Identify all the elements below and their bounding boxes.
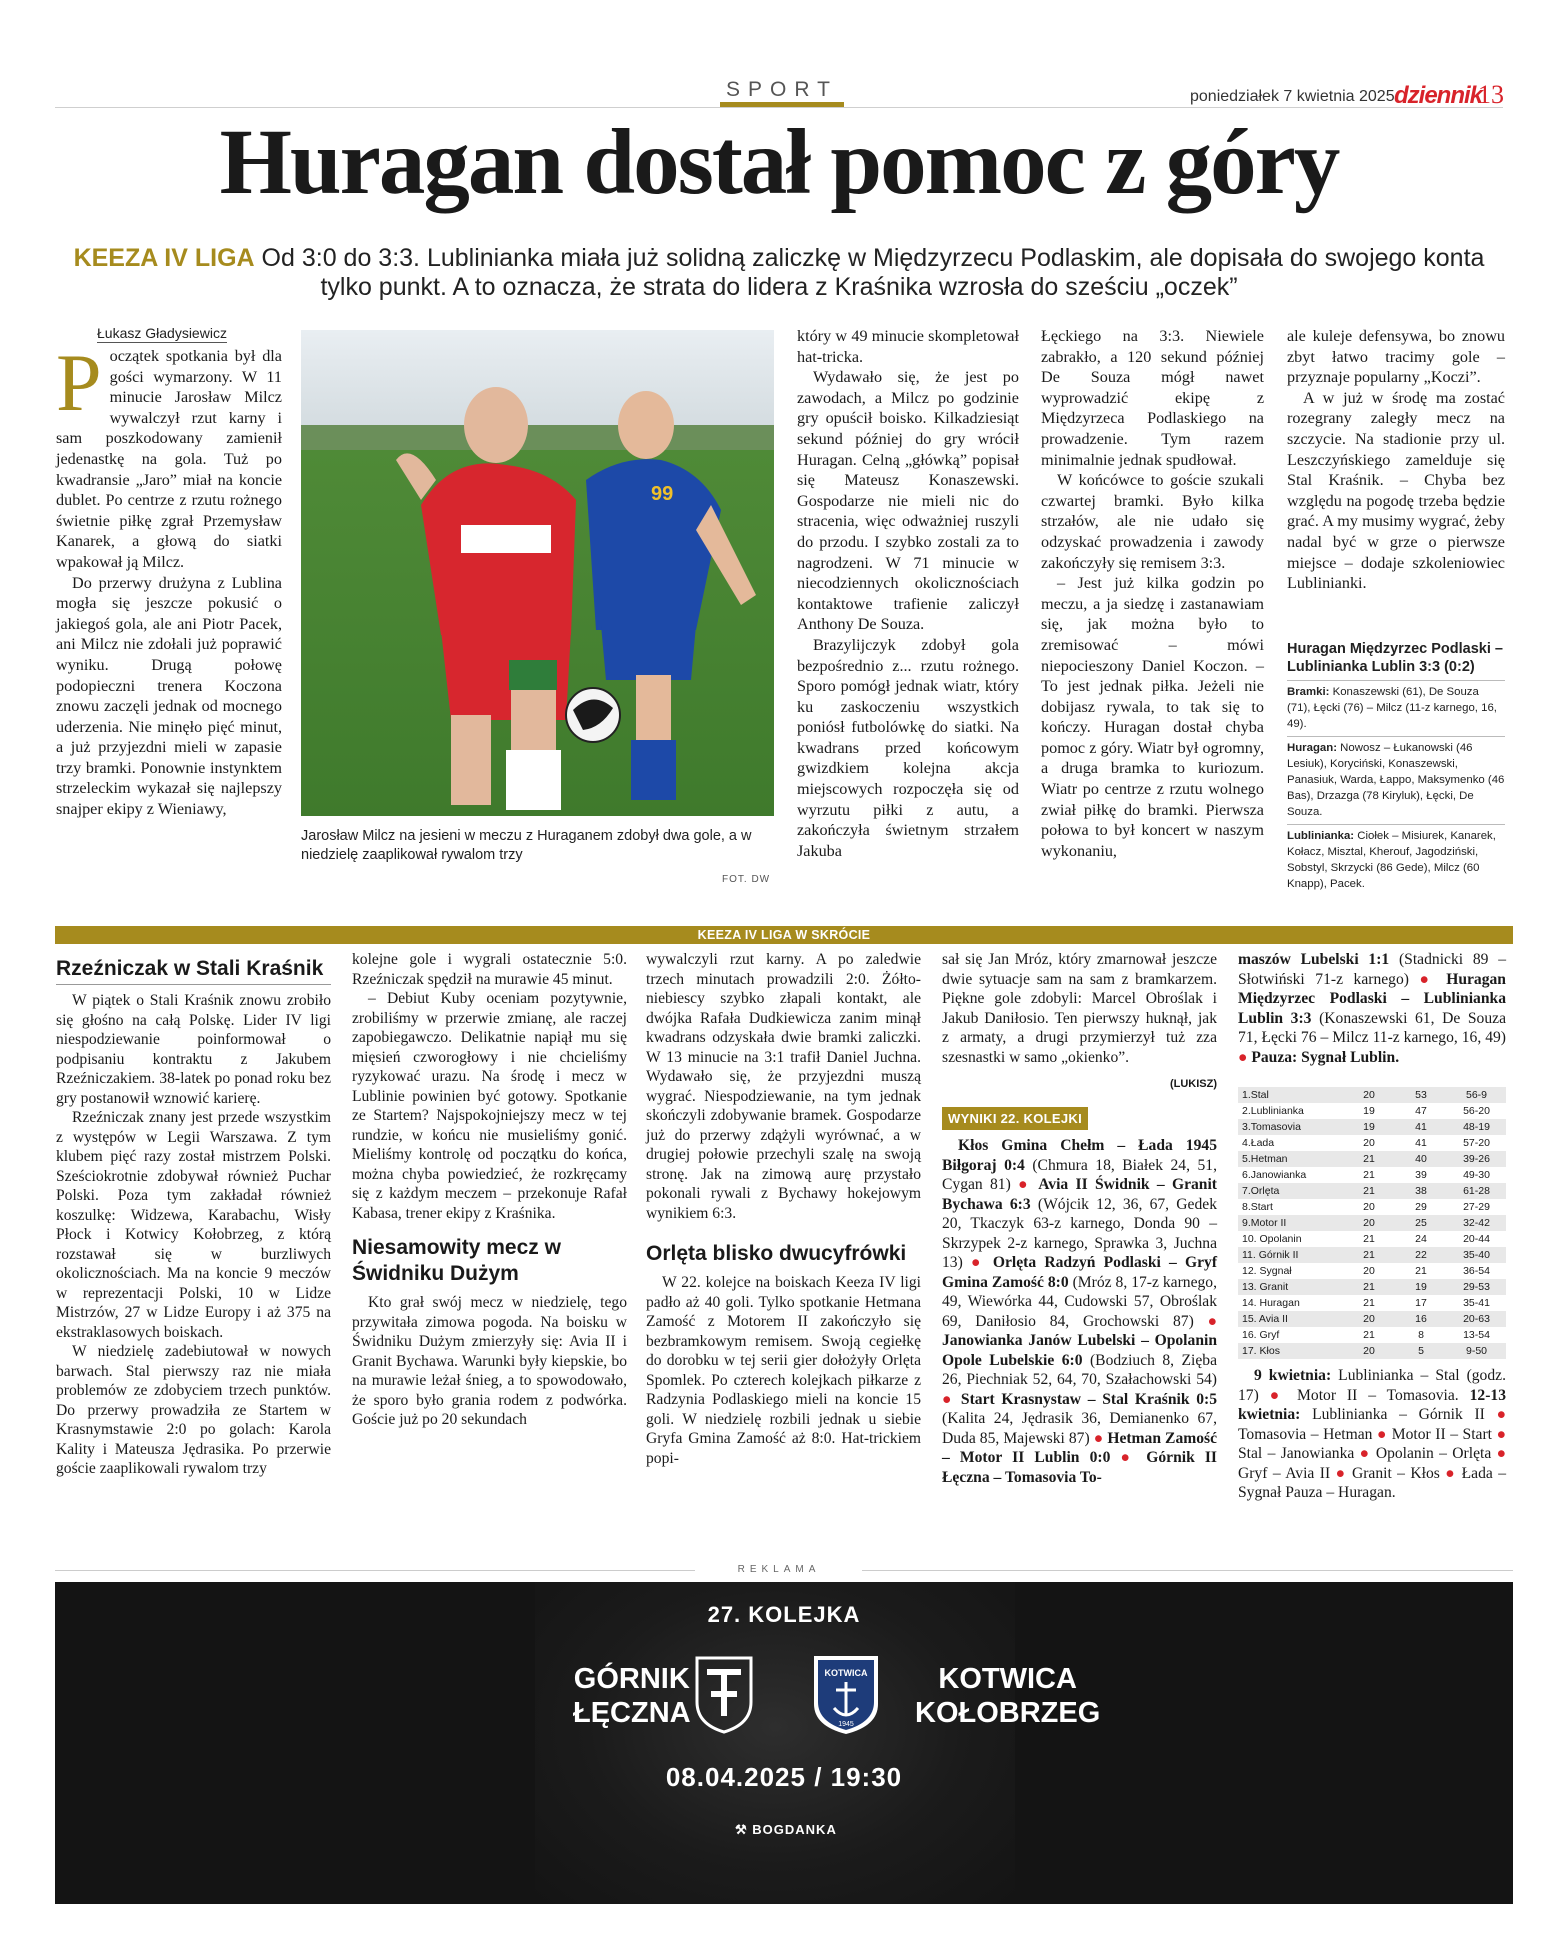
table-cell-p: 16 <box>1415 1313 1427 1325</box>
table-cell-g: 61-28 <box>1463 1185 1490 1197</box>
table-cell-team: 3.Tomasovia <box>1242 1121 1301 1133</box>
article-paragraph: Początek spotkania był dla gości wymarzony. W 11 minucie Jarosław Milcz wywalczył rzut karny i sam poszkodowany zamienił jedenastkę na gola. Tuż po kwadransie „Jaro” miał na koncie dublet. Po centrze z rzutu rożnego świetnie piłkę zgrał Przemysław Kanarek, a głową do siatki wpakował ją Milcz. <box>56 337 282 571</box>
table-cell-g: 20-63 <box>1463 1313 1490 1325</box>
table-cell-p: 29 <box>1415 1201 1427 1213</box>
table-row <box>1238 1103 1506 1119</box>
ad-kickoff: 08.04.2025 / 19:30 <box>665 1762 903 1792</box>
table-row <box>1238 1247 1506 1263</box>
ad-background <box>535 1582 1015 1904</box>
table-cell-g: 35-41 <box>1463 1297 1490 1309</box>
table-row <box>1238 1167 1506 1183</box>
svg-text:1945: 1945 <box>838 1721 854 1728</box>
table-cell-m: 21 <box>1363 1153 1375 1165</box>
signature: (LUKISZ) <box>1169 1078 1217 1090</box>
table-cell-p: 17 <box>1415 1297 1427 1309</box>
table-cell-team: 16. Gryf <box>1242 1329 1280 1341</box>
short-paragraph: – Debiut Kuby oceniam pozytywnie, zrobiliśmy w przerwie zmianę, ale raczej zapobiegawczo. Delikatnie napiął mu się mięsień czworogłowy i nie chcieliśmy ryzykować urazu. Na środę i mecz w Lublinie powinien być gotowy. Spotkanie ze Startem? Najspokojniejszy mecz w tej rundzie, w końcu nie musieliśmy gonić. Mieliśmy kontrolę od początku do końca, można chyba powiedzieć, że rozkręcamy się z każdym meczem – przekonuje Rafał Kabasa, trener ekipy z Kraśnika. <box>352 990 627 1222</box>
shorts-column-1 <box>56 956 331 1479</box>
table-cell-team: 4.Łada <box>1242 1137 1275 1149</box>
author-byline: Łukasz Gładysiewicz <box>97 325 227 341</box>
table-cell-team: 6.Janowianka <box>1242 1169 1307 1181</box>
table-cell-team: 12. Sygnał <box>1242 1265 1292 1277</box>
table-row <box>1238 1279 1506 1295</box>
table-cell-team: 5.Hetman <box>1242 1153 1288 1165</box>
table-cell-m: 19 <box>1363 1105 1375 1117</box>
match-photo <box>301 330 774 816</box>
headline: Huragan dostał pomoc z góry <box>219 111 1339 214</box>
table-cell-g: 13-54 <box>1463 1329 1490 1341</box>
table-cell-m: 21 <box>1363 1249 1375 1261</box>
short-paragraph: W niedzielę zadebiutował w nowych barwach. Stal pierwszy raz nie miała problemów ze zdobyciem trzech punktów. Do przerwy prowadziła ze Startem w Krasnymstawie 2:0 po golach: Karola Kality i Mateusza Jędrasika. Po przerwie goście zaaplikowali rywalom trzy <box>56 1343 331 1477</box>
table-cell-team: 9.Motor II <box>1242 1217 1287 1229</box>
table-row <box>1238 1151 1506 1167</box>
table-cell-team: 14. Huragan <box>1242 1297 1300 1309</box>
table-cell-p: 47 <box>1415 1105 1427 1117</box>
table-row <box>1238 1263 1506 1279</box>
schedule-text: 9 kwietnia: Lublinianka – Stal (godz. 17) ● Motor II – Tomasovia. 12-13 kwietnia: Lublinianka – Górnik II ● Tomasovia – Hetman ● Motor II – Start ● Stal – Janowianka ● Opolanin – Orlęta ● Gryf – Avia II ● Granit – Kłos ● Łada – Sygnał Pauza – Huragan. <box>1238 1367 1507 1501</box>
table-cell-g: 39-26 <box>1463 1153 1490 1165</box>
table-cell-p: 8 <box>1418 1329 1424 1341</box>
table-cell-g: 56-9 <box>1465 1089 1487 1101</box>
table-cell-g: 29-53 <box>1463 1281 1490 1293</box>
table-cell-g: 49-30 <box>1463 1169 1490 1181</box>
short-title: Rzeźniczak w Stali Kraśnik <box>56 956 331 985</box>
table-cell-m: 20 <box>1363 1345 1375 1357</box>
gornik-crest-icon <box>693 1654 755 1734</box>
shorts-column-4 <box>942 950 1217 1487</box>
ad-round: 27. KOLEJKA <box>707 1602 861 1627</box>
table-row <box>1238 1199 1506 1215</box>
short-title: Niesamowity mecz w Świdniku Dużym <box>352 1236 561 1285</box>
ad-divider <box>862 1570 1513 1571</box>
result-lineup-huragan: Huragan: Nowosz – Łukanowski (46 Lesiuk), Koryciński, Konaszewski, Panasiuk, Warda, Łappo, Maksymenko (46 Bas), Drzazga (78 Kiryluk), Łęcki, De Souza. <box>1287 736 1505 820</box>
table-row <box>1238 1343 1506 1359</box>
match-result-box <box>1287 640 1505 892</box>
ad-away-team: KOTWICA KOŁOBRZEG <box>915 1663 1101 1729</box>
table-cell-m: 20 <box>1363 1265 1375 1277</box>
schedule <box>1238 1366 1506 1503</box>
table-cell-m: 21 <box>1363 1169 1375 1181</box>
table-cell-g: 57-20 <box>1463 1137 1490 1149</box>
result-goals: Bramki: Konaszewski (61), De Souza (71), Łęcki (76) – Milcz (11-z karnego, 16, 49). <box>1287 680 1505 732</box>
shorts-column-3 <box>646 950 921 1468</box>
table-cell-m: 21 <box>1363 1281 1375 1293</box>
results-list: Kłos Gmina Chełm – Łada 1945 Biłgoraj 0:4 (Chmura 18, Białek 24, 51, Cygan 81) ● Avia II Świdnik – Granit Bychawa 6:3 (Wójcik 12, 36, 67, Gedek 20, Tkaczyk 63-z karnego, Donda 90 – Skrzypek 2-z karnego, Sprawka 3, Juchna 13) ● Orlęta Radzyń Podlaski – Gryf Gmina Zamość 8:0 (Mróz 8, 17-z karnego, 49, Wiewórka 44, Cudowski 57, Obroślak 69, Daniłosio 84, Grochowski 87) ● Janowianka Janów Lubelski – Opolanin Opole Lubelskie 6:0 (Bodziuch 8, Zięba 26, Piechniak 52, 64, 70, Szałachowski 54) ● Start Krasnystaw – Stal Kraśnik 0:5 (Kalita 24, Jędrasik 36, Demianenko 67, Duda 85, Majewski 87) ● Hetman Zamość – Motor II Lublin 0:0 ● Górnik II Łęczna – Tomasovia To- <box>942 1137 1218 1486</box>
table-row <box>1238 1311 1506 1327</box>
table-row <box>1238 1231 1506 1247</box>
article-column-4 <box>1041 326 1264 861</box>
article-paragraph: Brazylijczyk zdobył gola bezpośrednio z... rzutu rożnego. Sporo pomógł jednak wiatr, który ku zaskoczeniu wszystkich poniósł futbolówkę do siatki. Na kwadrans przed końcowym gwizdkiem kolejna akcja miejscowych rozpoczęła się od wyrzutu piłki z autu, a zakończyła świetnym strzałem Jakuba <box>797 635 1019 860</box>
table-row <box>1238 1119 1506 1135</box>
short-paragraph: kolejne gole i wygrali ostatecznie 5:0. Rzeźniczak spędził na murawie 45 minut. <box>352 951 627 988</box>
result-title: Huragan Międzyrzec Podlaski – Lublinianka Lublin 3:3 (0:2) <box>1287 641 1503 675</box>
lead <box>60 244 1498 302</box>
table-row <box>1238 1295 1506 1311</box>
lead-kicker: KEEZA IV LIGA <box>73 244 255 272</box>
table-cell-g: 27-29 <box>1463 1201 1490 1213</box>
article-paragraph: który w 49 minucie skompletował hat-tricka. <box>797 327 1019 366</box>
article-paragraph: Do przerwy drużyna z Lublina mogła się jeszcze pokusić o jakiegoś gola, ale ani Piotr Pacek, ani Milcz nie zdołali już poprawić wyniku. Drugą połowę podopieczni trenera Koczona znowu zaczęli jednak od mocnego uderzenia. Nie minęło pięć minut, a już przyjezdni mieli w zapasie trzy bramki. Ponownie instynktem strzeleckim wykazał się najlepszy snajper ekipy z Wieniawy, <box>56 573 282 819</box>
table-cell-p: 19 <box>1415 1281 1427 1293</box>
table-cell-team: 7.Orlęta <box>1242 1185 1280 1197</box>
table-cell-team: 8.Start <box>1242 1201 1273 1213</box>
table-row <box>1238 1327 1506 1343</box>
table-cell-team: 10. Opolanin <box>1242 1233 1302 1245</box>
dropcap: P <box>56 337 102 428</box>
short-paragraph: W piątek o Stali Kraśnik znowu zrobiło się głośno na całą Polskę. Lider IV ligi niespodziewanie poinformował o podpisaniu kontraktu z Jakubem Rzeźniczakiem. 38-latek po ponad roku bez gry postanowił wznowić karierę. <box>56 992 331 1107</box>
table-cell-g: 20-44 <box>1463 1233 1490 1245</box>
table-cell-p: 21 <box>1415 1265 1427 1277</box>
table-cell-m: 21 <box>1363 1297 1375 1309</box>
short-paragraph: sał się Jan Mróz, który zmarnował jeszcze dwie sytuacje sam na sam z bramkarzem. Piękne gole zdobyli: Marcel Obroślak i Jakub Daniłosio. Ten pierwszy huknął, jak z armaty, a drugi przymierzył tuż zza szesnastki w samo „okienko”. <box>942 951 1217 1066</box>
table-cell-p: 25 <box>1415 1217 1427 1229</box>
short-title: Orlęta blisko dwucyfrówki <box>646 1242 907 1265</box>
newspaper-logo: dziennik <box>1394 82 1483 109</box>
table-cell-p: 53 <box>1415 1089 1427 1101</box>
table-cell-m: 19 <box>1363 1121 1375 1133</box>
table-cell-team: 11. Górnik II <box>1242 1249 1299 1261</box>
shorts-column-5 <box>1238 950 1506 1067</box>
table-cell-m: 21 <box>1363 1329 1375 1341</box>
table-cell-team: 1.Stal <box>1242 1089 1269 1101</box>
table-cell-m: 20 <box>1363 1201 1375 1213</box>
table-cell-m: 20 <box>1363 1217 1375 1229</box>
short-paragraph: W 22. kolejce na boiskach Keeza IV ligi padło aż 40 goli. Tylko spotkanie Hetmana Zamość z Motorem II zakończyło się bezbramkowym remisem. Swoją cegiełkę do dorobku w tej serii gier dołożyły Orlęta Spomlek. Po czterech kolejkach piłkarze z Radzynia Podlaskiego mieli na koncie 15 goli. W niedzielę rozbili jednak u siebie Gryfa Gmina Zamość aż 8:0. Hat-trickiem popi- <box>646 1274 921 1467</box>
table-cell-team: 13. Granit <box>1242 1281 1289 1293</box>
ad-label: REKLAMA <box>737 1564 821 1575</box>
kotwica-crest-icon <box>810 1652 882 1736</box>
shorts-section-bar: KEEZA IV LIGA W SKRÓCIE <box>55 926 1513 944</box>
lead-text: Od 3:0 do 3:3. Lublinianka miała już solidną zaliczkę w Międzyrzecu Podlaskim, ale dopisała do swojego konta tylko punkt. A to oznacza, że strata do lidera z Kraśnika wzrosła do sześciu „oczek” <box>261 244 1485 301</box>
article-column-5 <box>1287 326 1505 594</box>
table-cell-team: 17. Kłos <box>1242 1345 1280 1357</box>
table-cell-m: 20 <box>1363 1137 1375 1149</box>
article-paragraph: – Jest już kilka godzin po meczu, a ja siedzę i zastanawiam się, jak można było to zremisować – mówi niepocieszony Daniel Koczon. – To jest jednak piłka. Jeżeli nie dobijasz rywala, to tak się to kończy. Huragan dostał chyba pomoc z góry. Wiatr był ogromny, a druga bramka to kuriozum. Wiatr po centrze z rzutu wolnego zwiał piłkę do bramki. Pierwsza połowa to był koncert w naszym wykonaniu, <box>1041 574 1264 860</box>
table-cell-m: 21 <box>1363 1185 1375 1197</box>
table-cell-g: 9-50 <box>1465 1345 1487 1357</box>
table-cell-g: 36-54 <box>1463 1265 1490 1277</box>
issue-date: poniedziałek 7 kwietnia 2025 <box>1190 88 1395 105</box>
article-paragraph: Wydawało się, że jest po zawodach, a Milcz po godzinie gry opuścił boisko. Kilkadziesiąt sekund później do gry wrócił Huragan. Celną „główką” popisał się Mateusz Konaszewski. Gospodarze nie mieli nic do stracenia, więc odważniej ruszyli do przodu. I szybko zostali za to nagrodzeni. W 71 minucie w niecodziennych okolicznościach kontaktowe trafienie zaliczył Anthony De Souza. <box>797 368 1019 634</box>
table-cell-team: 15. Avia II <box>1242 1313 1288 1325</box>
table-cell-p: 39 <box>1415 1169 1427 1181</box>
results-label: WYNIKI 22. KOLEJKI <box>942 1107 1088 1131</box>
svg-text:KOTWICA: KOTWICA <box>824 1668 868 1678</box>
article-column-1 <box>56 337 282 820</box>
short-paragraph: Kto grał swój mecz w niedzielę, tego przywitała zimowa pogoda. Na boisku w Świdniku Dużym zmierzyły się: Avia II i Granit Bychawa. Warunki były kiepskie, bo na murawie leżał śnieg, a to spowodowało, że sporo było grania rodem z podwórka. Goście już po 20 sekundach <box>352 1294 627 1428</box>
table-cell-g: 56-20 <box>1463 1105 1490 1117</box>
table-row <box>1238 1087 1506 1103</box>
table-cell-p: 40 <box>1415 1153 1427 1165</box>
photo-credit: FOT. DW <box>722 874 771 885</box>
table-cell-p: 5 <box>1418 1345 1424 1357</box>
table-cell-p: 41 <box>1415 1137 1427 1149</box>
shorts-column-2 <box>352 950 627 1430</box>
header-rule <box>55 107 1503 108</box>
table-row <box>1238 1135 1506 1151</box>
short-paragraph: Rzeźniczak znany jest przede wszystkim z występów w Legii Warszawa. Z tym klubem pięć razy został mistrzem Polski. Sześciokrotnie zdobywał również Puchar Polski. Poza tym zakładał również koszulkę: Widzewa, Karabachu, Wisły Płock i Kotwicy Kołobrzeg, z którą rozstawał się w burzliwych okolicznościach. Ma na koncie 9 meczów w reprezentacji Polski, 10 w Lidze Mistrzów, 27 w Lidze Europy i aż 375 na ekstraklasowych boiskach. <box>56 1109 331 1341</box>
article-paragraph: W końcówce to goście szukali czwartej bramki. Było kilka strzałów, ale nie udało się odzyskać prowadzenia i zawody zakończyły się remisem 3:3. <box>1041 471 1264 572</box>
article-paragraph: ale kuleje defensywa, bo znowu zbyt łatwo tracimy gole – przyznaje popularny „Koczi”. <box>1287 327 1505 387</box>
table-row <box>1238 1183 1506 1199</box>
jersey-number: 99 <box>651 483 674 505</box>
sponsor-icon: ⚒ <box>735 1822 753 1837</box>
table-cell-p: 24 <box>1415 1233 1427 1245</box>
table-cell-p: 22 <box>1415 1249 1427 1261</box>
page-number: 13 <box>1478 80 1504 109</box>
league-table <box>1238 1087 1506 1359</box>
table-cell-g: 32-42 <box>1463 1217 1490 1229</box>
table-cell-team: 2.Lublinianka <box>1242 1105 1304 1117</box>
table-cell-m: 21 <box>1363 1233 1375 1245</box>
table-cell-m: 20 <box>1363 1313 1375 1325</box>
advertisement[interactable] <box>55 1582 1513 1904</box>
table-cell-g: 48-19 <box>1463 1121 1490 1133</box>
article-column-3 <box>797 326 1019 861</box>
ad-home-team: GÓRNIK ŁĘCZNA <box>573 1663 691 1729</box>
short-paragraph: wywalczyli rzut karny. A po zaledwie trzech minutach prowadzili 2:0. Żółto-niebiescy szybko złapali kontakt, ale dwójka Rafała Dudkiewicza zanim minął kwadrans odzyskała dwie bramki zaliczki. W 13 minucie na 3:1 trafił Daniel Juchna. Wydawało się, że przyjezdni muszą wygrać. Niespodziewanie, na tym jednak skończyli zdobywanie bramek. Gospodarze już do przerwy zdążyli wyrównać, a w drugiej połowie przechyli szalę na swoją stronę. Jak na zimową aurę przystało pokonali rywali z Bychawy hokejowym wynikiem 6:3. <box>646 951 921 1222</box>
table-row <box>1238 1215 1506 1231</box>
ad-sponsor: ⚒ BOGDANKA <box>735 1822 837 1837</box>
table-cell-p: 41 <box>1415 1121 1427 1133</box>
photo-caption: Jarosław Milcz na jesieni w meczu z Huraganem zdobył dwa gole, a w niedzielę zaaplikował rywalom trzy <box>301 828 752 863</box>
article-paragraph: A w już w środę ma zostać rozegrany zaległy mecz na szczycie. Na stadionie przy ul. Leszczyńskiego zamelduje się Stal Kraśnik. – Chyba bez względu na pogodę trzeba będzie grać. A my musimy wygrać, żeby nadal być w grze o pierwsze miejsce – dodaje szkoleniowiec Lublinianki. <box>1287 388 1505 593</box>
table-cell-p: 38 <box>1415 1185 1427 1197</box>
results-list-continued: maszów Lubelski 1:1 (Stadnicki 89 – Słotwiński 71-z karnego) ● Huragan Międzyrzec Podlaski – Lublinianka Lublin 3:3 (Konaszewski 61, De Souza 71, Łęcki 76 – Milcz 11-z karnego, 16, 49) ● Pauza: Sygnał Lublin. <box>1238 951 1506 1066</box>
table-cell-g: 35-40 <box>1463 1249 1490 1261</box>
table-cell-m: 20 <box>1363 1089 1375 1101</box>
match-photo-illustration <box>301 330 774 816</box>
result-lineup-lublinianka: Lublinianka: Ciołek – Misiurek, Kanarek, Kołacz, Misztal, Kherouf, Jagodziński, Sobstyl, Skrzycki (86 Gede), Milcz (60 Knapp), Pacek. <box>1287 824 1505 892</box>
section-label: SPORT <box>726 78 838 101</box>
article-paragraph: Łęckiego na 3:3. Niewiele zabrakło, a 120 sekund później De Souza mógł nawet wyprowadzić ekipę z Międzyrzeca Podlaskiego na prowadzenie. Tym razem minimalnie jednak spudłował. <box>1041 327 1264 469</box>
